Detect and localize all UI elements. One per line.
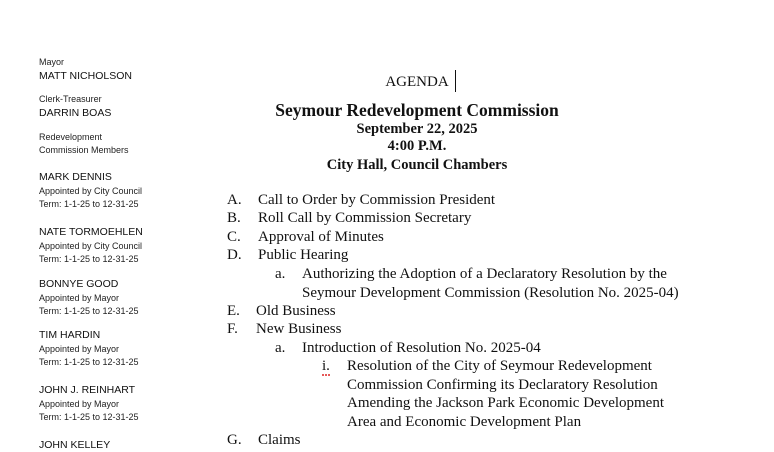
- member-appointed: Appointed by Mayor: [39, 293, 120, 303]
- agenda-subsubitem-line: Amending the Jackson Park Economic Development: [347, 395, 665, 411]
- member-term: Term: 1-1-25 to 12-31-25: [39, 412, 139, 422]
- agenda-item-marker: E.: [227, 303, 240, 319]
- agenda-item-marker: G.: [227, 432, 242, 448]
- agenda-subitem: Authorizing the Adoption of a Declaratory Resolution by the: [302, 266, 667, 282]
- mayor-name: MATT NICHOLSON: [39, 70, 132, 82]
- agenda-heading: AGENDA: [385, 74, 449, 90]
- members-heading-line1: Redevelopment: [39, 132, 103, 142]
- meeting-time: 4:00 P.M.: [387, 138, 447, 154]
- agenda-subsubitem-line: Commission Confirming its Declaratory Resolution: [347, 377, 658, 393]
- member-appointed: Appointed by Mayor: [39, 344, 120, 354]
- agenda-item-marker: A.: [227, 192, 242, 208]
- member-term: Term: 1-1-25 to 12-31-25: [39, 254, 139, 264]
- agenda-item: Roll Call by Commission Secretary: [258, 210, 472, 226]
- text-cursor: [455, 70, 456, 92]
- agenda-item: Approval of Minutes: [258, 229, 384, 245]
- agenda-subsubitem-line: Resolution of the City of Seymour Redevelopment: [347, 358, 652, 374]
- clerk-title: Clerk-Treasurer: [39, 94, 102, 104]
- agenda-subitem-marker: a.: [275, 266, 286, 282]
- member-name: TIM HARDIN: [39, 329, 101, 341]
- member-term: Term: 1-1-25 to 12-31-25: [39, 357, 139, 367]
- members-heading-line2: Commission Members: [39, 145, 129, 155]
- agenda-item: Call to Order by Commission President: [258, 192, 496, 208]
- agenda-subsubitem-line: Area and Economic Development Plan: [347, 414, 582, 430]
- agenda-item-marker: F.: [227, 321, 238, 337]
- mayor-title: Mayor: [39, 57, 65, 67]
- agenda-item: Public Hearing: [258, 247, 349, 263]
- member-name: BONNYE GOOD: [39, 278, 119, 290]
- member-appointed: Appointed by City Council: [39, 241, 143, 251]
- meeting-date: September 22, 2025: [356, 121, 478, 137]
- member-name: JOHN J. REINHART: [39, 384, 136, 396]
- clerk-name: DARRIN BOAS: [39, 107, 112, 119]
- agenda-item: New Business: [256, 321, 342, 337]
- member-name: NATE TORMOEHLEN: [39, 226, 143, 238]
- agenda-item-marker: C.: [227, 229, 241, 245]
- meeting-location: City Hall, Council Chambers: [326, 157, 508, 173]
- agenda-subitem-continuation: Seymour Development Commission (Resolution No. 2025-04): [302, 285, 679, 301]
- spellcheck-underline: [322, 374, 330, 376]
- member-appointed: Appointed by City Council: [39, 186, 143, 196]
- agenda-item: Claims: [258, 432, 301, 448]
- page-title: Seymour Redevelopment Commission: [275, 100, 559, 120]
- member-term: Term: 1-1-25 to 12-31-25: [39, 306, 139, 316]
- agenda-item-marker: B.: [227, 210, 241, 226]
- agenda-subsubitem-marker: i.: [322, 358, 330, 374]
- agenda-item: Old Business: [256, 303, 336, 319]
- member-appointed: Appointed by Mayor: [39, 399, 120, 409]
- member-term: Term: 1-1-25 to 12-31-25: [39, 199, 139, 209]
- agenda-item-marker: D.: [227, 247, 242, 263]
- member-name: JOHN KELLEY: [39, 439, 111, 451]
- agenda-subitem: Introduction of Resolution No. 2025-04: [302, 340, 541, 356]
- agenda-subitem-marker: a.: [275, 340, 286, 356]
- member-name: MARK DENNIS: [39, 171, 112, 183]
